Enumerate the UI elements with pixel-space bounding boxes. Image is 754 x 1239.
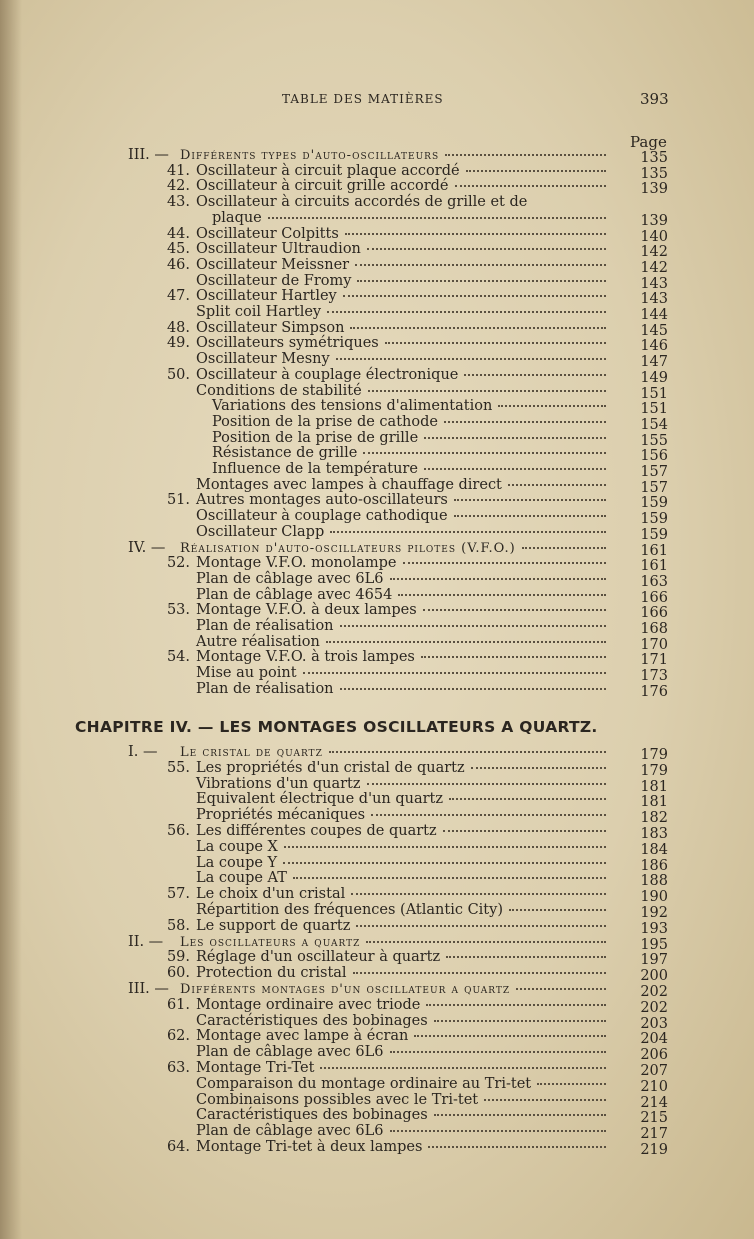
entry-page: 182 [640,810,668,827]
entry-title: Plan de câblage avec 4654 [196,586,393,603]
entry-page: 190 [640,889,668,906]
toc-entry [160,949,612,965]
entry-page: 186 [640,857,668,874]
toc-entry [160,618,612,634]
toc-entry [128,981,612,997]
leader-dots [484,1099,606,1101]
entry-title: Différents montages d'un oscillateur a quartz [180,982,511,997]
entry-page: 166 [640,605,668,622]
leader-dots [367,248,606,250]
running-title: TABLE DES MATIÈRES [282,92,444,106]
toc-entry [160,226,612,242]
leader-dots [434,1020,606,1022]
toc-entry [160,997,612,1013]
toc-entry [160,839,612,855]
entry-page: 204 [640,1031,668,1048]
leader-dots [336,358,606,360]
leader-dots [423,609,606,611]
entry-number: 51. [166,492,190,509]
entry-title: La coupe Y [196,854,278,871]
toc-entry [128,540,612,556]
entry-page: 193 [640,920,668,937]
leader-dots [522,547,606,549]
toc-entry [160,855,612,871]
toc-entry [160,414,612,430]
entry-page: 210 [640,1078,668,1095]
entry-title: Les oscillateurs a quartz [180,934,361,950]
toc-entry [160,163,612,179]
section-numeral: II. — [128,933,164,950]
leader-dots [445,154,606,156]
entry-page: 142 [640,259,668,276]
entry-page: 219 [640,1142,668,1158]
leader-dots [426,1004,606,1006]
toc-entry [160,383,612,399]
toc-entry [160,760,612,776]
entry-page: 139 [640,181,668,198]
leader-dots [367,783,606,785]
entry-title: Position de la prise de cathode [212,413,438,430]
toc-entry [160,1044,612,1060]
toc-entry [160,1028,612,1044]
entry-title: Oscillateur à couplage cathodique [196,508,448,525]
entry-title: Plan de réalisation [196,680,334,697]
entry-number: 47. [166,288,190,305]
entry-title: Oscillateur à circuits accordés de grille et de [196,194,528,211]
leader-dots [403,562,606,564]
page-edge-shadow [0,0,22,1239]
leader-dots [537,1083,606,1085]
toc-entry [160,398,612,414]
toc-entry [160,430,612,446]
leader-dots [355,264,606,266]
leader-dots [390,1130,607,1132]
section-numeral: IV. — [128,539,166,556]
entry-title: plaque [212,209,262,226]
entry-page: 140 [640,228,668,245]
toc-entry [160,634,612,650]
toc-entry [160,1123,612,1139]
toc-entry [160,492,612,508]
toc-entry [160,477,612,493]
toc-entry [160,288,612,304]
entry-number: 41. [166,162,190,179]
toc-entry [160,1092,612,1108]
entry-page: 168 [640,621,668,637]
entry-page: 192 [640,905,668,921]
leader-dots [443,830,606,832]
leader-dots [516,988,606,990]
entry-title: Plan de câblage avec 6L6 [196,1044,384,1061]
leader-dots [444,421,606,423]
entry-page: 176 [640,683,668,700]
entry-title: Plan de réalisation [196,618,334,634]
toc-entry [160,571,612,587]
toc-entry [160,886,612,902]
entry-title: Propriétés mécaniques [196,807,366,824]
entry-title: Oscillateur Ultraudion [196,241,361,258]
toc-entry [160,241,612,257]
entry-title: La coupe X [196,838,278,855]
leader-dots [390,578,607,580]
leader-dots [340,625,606,627]
toc-entry [160,870,612,886]
entry-title: Montages avec lampes à chauffage direct [196,476,502,493]
entry-page: 188 [640,873,668,890]
leader-dots [363,452,606,454]
entry-title: Oscillateur de Fromy [196,272,352,289]
section-numeral: I. — [128,744,158,760]
entry-title: Oscillateur à couplage électronique [196,366,459,383]
leader-dots [421,656,606,658]
entry-number: 52. [166,555,190,572]
entry-title: Plan de câblage avec 6L6 [196,1123,384,1140]
entry-title: Oscillateur Mesny [196,351,330,368]
entry-title: Résistance de grille [212,445,358,462]
entry-page: 184 [640,841,668,858]
entry-title: Oscillateur à circuit plaque accordé [196,162,460,179]
toc-entry [128,934,612,950]
entry-number: 50. [166,366,190,383]
leader-dots [368,390,606,392]
entry-title: Répartition des fréquences (Atlantic City) [196,902,503,918]
leader-dots [454,499,606,501]
leader-dots [351,893,606,895]
entry-title: Oscillateurs symétriques [196,335,379,352]
toc-entry [160,823,612,839]
entry-title: Oscillateur Meissner [196,256,350,273]
entry-title: Caractéristiques des bobinages [196,1012,428,1029]
leader-dots [385,342,606,344]
leader-dots [350,327,606,329]
leader-dots [357,280,606,282]
toc-entry [160,807,612,823]
leader-dots [509,909,606,911]
leader-dots [398,594,606,596]
entry-page: 135 [640,150,668,166]
entry-title: Combinaisons possibles avec le Tri-tet [196,1091,479,1108]
entry-title: Oscillateur Clapp [196,523,325,540]
entry-page: 181 [640,778,668,795]
entry-title: Vibrations d'un quartz [196,775,361,792]
entry-page: 181 [640,794,668,811]
entry-title: Montage V.F.O. à deux lampes [196,602,417,619]
leader-dots [424,437,606,439]
toc-entry [160,902,612,918]
entry-title: Les différentes coupes de quartz [196,823,437,839]
entry-number: 43. [166,194,190,211]
entry-page: 149 [640,369,668,386]
section-numeral: III. — [128,147,169,163]
toc-entry [160,791,612,807]
entry-title: Montage avec lampe à écran [196,1028,409,1045]
entry-number: 57. [166,886,190,903]
toc-entry [160,665,612,681]
leader-dots [424,468,606,470]
entry-page: 155 [640,432,668,449]
leader-dots [356,925,606,927]
leader-dots [371,814,606,816]
entry-title: Différents types d'auto-oscillateurs [180,148,440,163]
entry-title: Oscillateur à circuit grille accordé [196,178,449,195]
entry-page: 202 [640,984,668,1000]
leader-dots [428,1146,606,1148]
toc-entry [160,257,612,273]
entry-number: 55. [166,759,190,776]
leader-dots [284,846,606,848]
leader-dots [293,877,606,879]
toc-entry [160,649,612,665]
entry-page: 144 [640,307,668,323]
entry-number: 64. [166,1139,190,1155]
toc-entry [160,1076,612,1092]
entry-title: Oscillateur Colpitts [196,225,339,242]
entry-page: 214 [640,1094,668,1111]
leader-dots [449,798,606,800]
entry-page: 173 [640,668,668,685]
leader-dots [464,374,606,376]
entry-number: 60. [166,965,190,982]
entry-title: Autre réalisation [196,633,320,650]
chapter-heading: CHAPITRE IV. — LES MONTAGES OSCILLATEURS A QUARTZ. [75,718,598,736]
toc-entry [160,194,612,210]
leader-dots [345,233,606,235]
entry-title: Influence de la température [212,461,418,477]
entry-title: Le cristal de quartz [180,745,323,760]
toc-entry [160,461,612,477]
entry-page: 161 [640,558,668,575]
entry-page: 179 [640,762,668,779]
entry-number: 48. [166,319,190,336]
entry-title: Montage ordinaire avec triode [196,996,421,1013]
entry-page: 159 [640,495,668,512]
entry-number: 63. [166,1060,190,1076]
entry-page: 147 [640,354,668,371]
toc-entry [160,1139,612,1155]
toc-entry [160,367,612,383]
toc-entry [128,147,612,163]
toc-entry [160,965,612,981]
leader-dots [303,672,606,674]
entry-page: 143 [640,291,668,308]
entry-title: Comparaison du montage ordinaire au Tri-tet [196,1075,532,1092]
entry-number: 58. [166,917,190,934]
entry-title: Montage Tri-tet à deux lampes [196,1139,423,1155]
entry-page: 146 [640,338,668,355]
entry-page: 154 [640,416,668,433]
entry-page: 143 [640,275,668,292]
toc-entry [160,602,612,618]
entry-number: 49. [166,335,190,352]
entry-page: 195 [640,936,668,953]
leader-dots [329,751,606,753]
toc-entry [160,351,612,367]
entry-number: 46. [166,256,190,273]
entry-number: 56. [166,823,190,839]
toc-entry [160,1013,612,1029]
entry-number: 45. [166,241,190,258]
entry-title: Split coil Hartley [196,304,322,320]
entry-page: 200 [640,968,668,985]
entry-page: 139 [640,212,668,229]
entry-title: Protection du cristal [196,965,347,982]
entry-number: 42. [166,178,190,195]
leader-dots [471,767,606,769]
section-numeral: III. — [128,981,169,997]
leader-dots [366,941,606,943]
entry-title: Réalisation d'auto-oscillateurs pilotes (V.F.O.) [180,540,516,556]
toc-entry [160,210,612,226]
toc-entry [160,1060,612,1076]
entry-title: Mise au point [196,665,297,682]
entry-page: 170 [640,636,668,653]
toc-entry [128,744,612,760]
leader-dots [326,641,606,643]
entry-page: 142 [640,244,668,261]
page-column-label: Page [630,133,667,151]
leader-dots [340,688,606,690]
entry-page: 197 [640,952,668,969]
entry-title: Conditions de stabilité [196,382,362,399]
entry-number: 54. [166,649,190,666]
entry-title: Equivalent électrique d'un quartz [196,791,444,808]
entry-title: Plan de câblage avec 6L6 [196,570,384,587]
entry-page: 203 [640,1015,668,1032]
entry-page: 183 [640,826,668,842]
leader-dots [320,1067,606,1069]
leader-dots [414,1035,606,1037]
toc-entry [160,320,612,336]
entry-number: 61. [166,996,190,1013]
entry-title: Montage V.F.O. à trois lampes [196,649,415,666]
leader-dots [446,956,606,958]
entry-title: Les propriétés d'un cristal de quartz [196,759,465,776]
toc-entry [160,555,612,571]
entry-title: Le support de quartz [196,917,351,934]
leader-dots [353,972,606,974]
entry-page: 159 [640,511,668,528]
entry-title: Variations des tensions d'alimentation [212,398,493,415]
entry-title: Caractéristiques des bobinages [196,1107,428,1124]
leader-dots [283,862,606,864]
leader-dots [508,484,606,486]
entry-number: 53. [166,602,190,619]
toc-entry [160,524,612,540]
toc-entry [160,273,612,289]
entry-page: 171 [640,652,668,669]
toc-entry [160,681,612,697]
entry-page: 151 [640,401,668,418]
toc-entry [160,918,612,934]
entry-number: 62. [166,1028,190,1045]
toc-entry [160,178,612,194]
entry-page: 215 [640,1110,668,1127]
entry-page: 157 [640,479,668,496]
toc-entry [160,776,612,792]
entry-page: 145 [640,322,668,339]
entry-page: 207 [640,1063,668,1079]
leader-dots [330,531,606,533]
leader-dots [434,1114,606,1116]
entry-page: 135 [640,165,668,182]
entry-title: Oscillateur Simpson [196,319,345,336]
entry-title: La coupe AT [196,870,287,887]
leader-dots [327,311,606,313]
toc-entry [160,587,612,603]
entry-title: Le choix d'un cristal [196,886,346,903]
toc-entry [160,304,612,320]
entry-page: 206 [640,1047,668,1064]
leader-dots [454,515,606,517]
entry-page: 161 [640,542,668,559]
entry-page: 217 [640,1126,668,1143]
leader-dots [268,217,606,219]
entry-page: 166 [640,589,668,606]
toc-entry [160,445,612,461]
toc-entry [160,508,612,524]
entry-page: 157 [640,464,668,480]
entry-page: 163 [640,573,668,590]
entry-page: 156 [640,448,668,465]
toc-entry [160,1107,612,1123]
entry-number: 44. [166,225,190,242]
entry-title: Oscillateur Hartley [196,288,337,305]
toc-entry [160,335,612,351]
entry-page: 159 [640,526,668,543]
entry-title: Position de la prise de grille [212,429,419,446]
leader-dots [343,295,606,297]
entry-title: Montage Tri-Tet [196,1060,315,1076]
entry-title: Autres montages auto-oscillateurs [196,492,448,509]
page-number: 393 [640,90,669,108]
leader-dots [390,1051,607,1053]
entry-page: 202 [640,999,668,1016]
entry-number: 59. [166,949,190,966]
leader-dots [466,170,606,172]
entry-page: 179 [640,747,668,763]
entry-title: Montage V.F.O. monolampe [196,555,397,572]
leader-dots [498,405,606,407]
entry-title: Réglage d'un oscillateur à quartz [196,949,441,966]
entry-page: 151 [640,385,668,402]
leader-dots [455,185,607,187]
